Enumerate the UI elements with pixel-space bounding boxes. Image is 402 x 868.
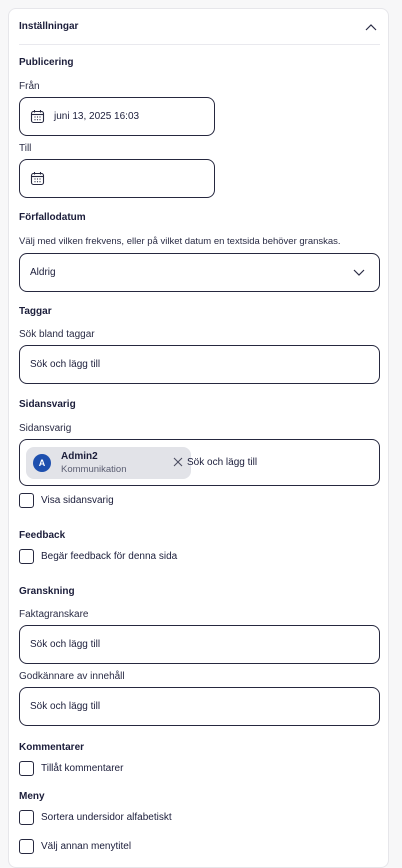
chevron-down-icon — [353, 268, 365, 277]
section-menu: Meny — [19, 791, 45, 802]
approver-placeholder: Sök och lägg till — [30, 701, 101, 712]
close-icon[interactable] — [173, 457, 183, 467]
panel-title: Inställningar — [19, 21, 79, 32]
expiry-select[interactable] — [19, 253, 380, 292]
factchecker-placeholder: Sök och lägg till — [30, 639, 101, 650]
header-divider — [19, 44, 380, 45]
comments-checkbox-row[interactable] — [19, 760, 123, 776]
owner-chip — [26, 447, 191, 479]
show-owner-checkbox[interactable] — [19, 493, 34, 508]
factchecker-input[interactable] — [19, 625, 380, 664]
from-date-value: juni 13, 2025 16:03 — [54, 111, 140, 122]
tags-input[interactable] — [19, 345, 380, 384]
owner-label: Sidansvarig — [19, 423, 72, 434]
approver-label: Godkännare av innehåll — [19, 671, 125, 682]
to-date-field[interactable] — [19, 159, 215, 198]
feedback-checkbox-row[interactable] — [19, 548, 177, 564]
section-tags: Taggar — [19, 306, 52, 317]
show-owner-label: Visa sidansvarig — [41, 494, 114, 506]
section-publish: Publicering — [19, 57, 74, 68]
show-owner-checkbox-row[interactable] — [19, 492, 114, 508]
section-owner: Sidansvarig — [19, 399, 76, 410]
expiry-description: Välj med vilken frekvens, eller på vilket datum en textsida behöver granskas. — [19, 236, 341, 247]
menu-title-checkbox-row[interactable] — [19, 838, 131, 854]
chevron-up-icon[interactable] — [364, 21, 378, 33]
from-label: Från — [19, 81, 40, 92]
approver-input[interactable] — [19, 687, 380, 726]
tags-placeholder: Sök och lägg till — [30, 359, 101, 370]
sort-label: Sortera undersidor alfabetiskt — [41, 811, 172, 823]
avatar: A — [33, 454, 51, 472]
comments-label: Tillåt kommentarer — [41, 762, 124, 774]
sort-checkbox[interactable] — [19, 810, 34, 825]
section-comments: Kommentarer — [19, 742, 85, 753]
owner-input[interactable] — [19, 439, 380, 486]
owner-role: Kommunikation — [61, 464, 127, 475]
menu-title-checkbox[interactable] — [19, 839, 34, 854]
settings-panel — [8, 8, 389, 868]
calendar-icon — [30, 109, 45, 124]
section-feedback: Feedback — [19, 530, 66, 541]
feedback-checkbox[interactable] — [19, 549, 34, 564]
calendar-icon — [30, 171, 45, 186]
factchecker-label: Faktagranskare — [19, 609, 89, 620]
from-date-field[interactable] — [19, 97, 215, 136]
feedback-label: Begär feedback för denna sida — [41, 550, 178, 562]
expiry-selected-value: Aldrig — [30, 267, 56, 278]
section-review: Granskning — [19, 586, 75, 597]
to-label: Till — [19, 143, 32, 154]
tags-label: Sök bland taggar — [19, 329, 95, 340]
owner-placeholder: Sök och lägg till — [187, 457, 258, 468]
sort-checkbox-row[interactable] — [19, 809, 172, 825]
menu-title-label: Välj annan menytitel — [41, 840, 132, 852]
comments-checkbox[interactable] — [19, 761, 34, 776]
owner-name: Admin2 — [61, 451, 98, 462]
section-expiry: Förfallodatum — [19, 212, 86, 223]
